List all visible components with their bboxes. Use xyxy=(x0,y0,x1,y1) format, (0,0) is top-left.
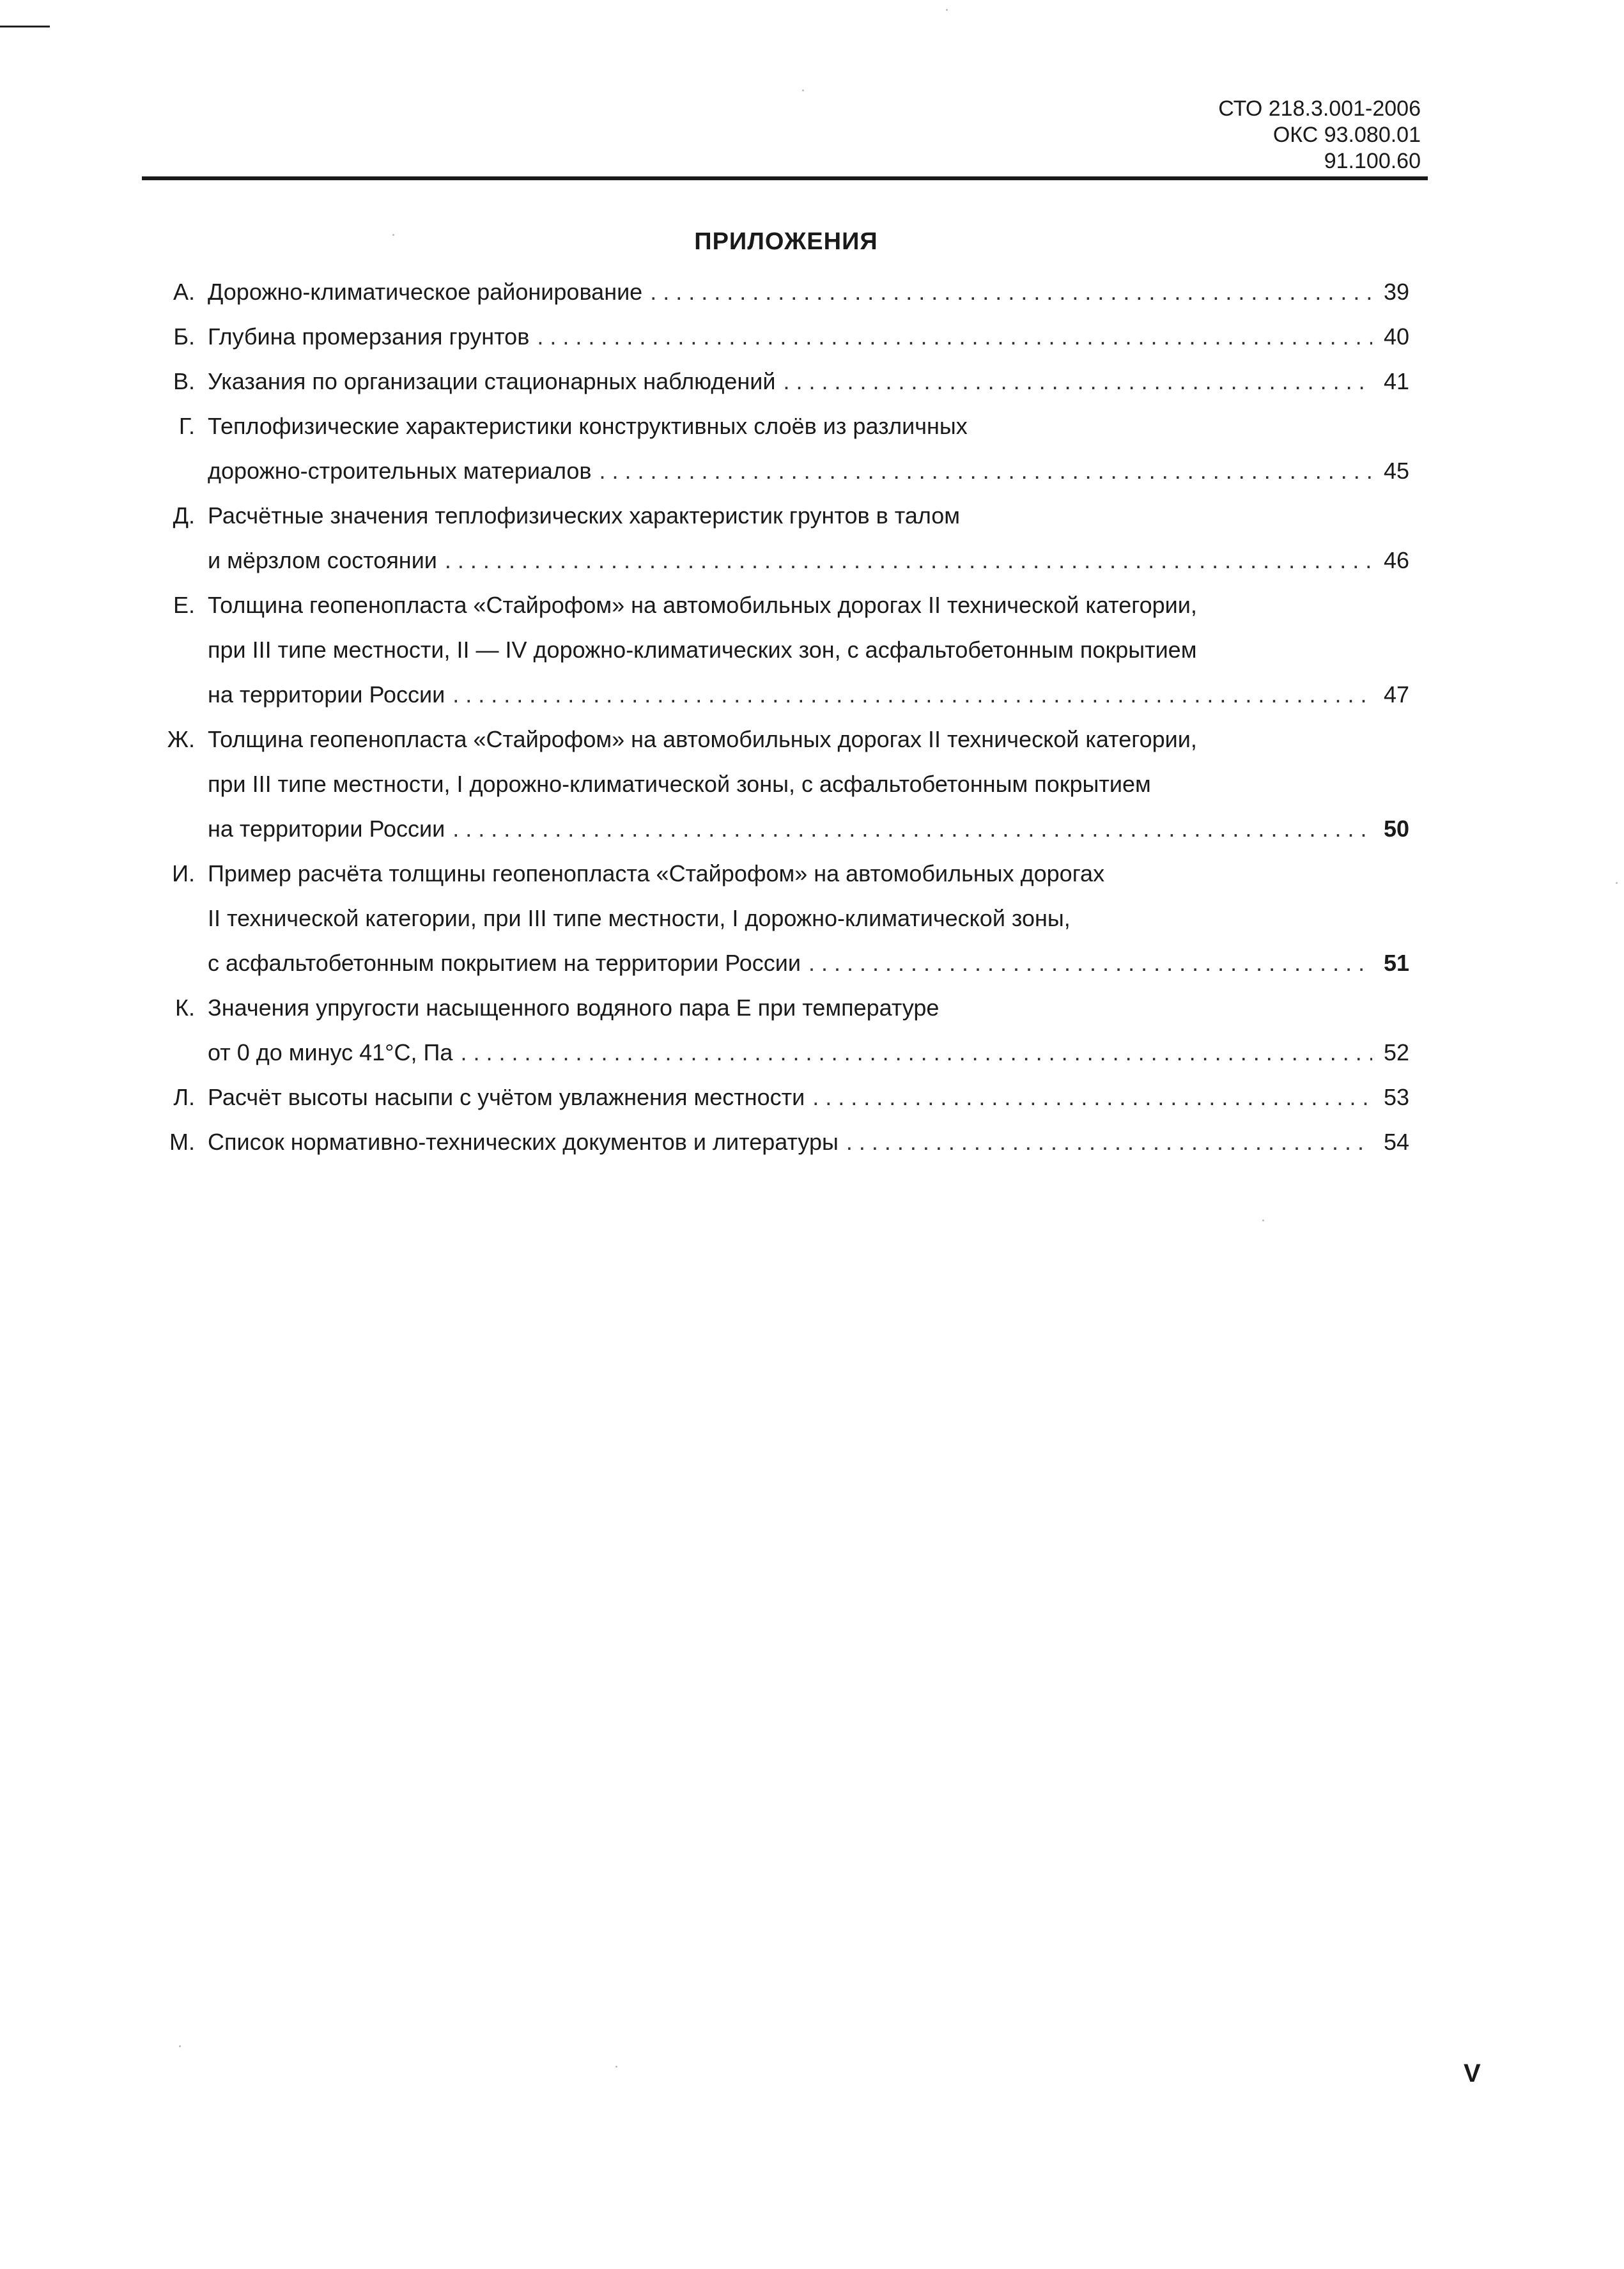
toc-entry-text: Расчёт высоты насыпи с учётом увлажнения местности xyxy=(208,1084,805,1110)
toc-list xyxy=(153,270,1409,1165)
toc-entry-page: 40 xyxy=(1383,323,1409,350)
toc-entry-page: 41 xyxy=(1383,368,1409,394)
toc-entry xyxy=(153,270,1409,314)
toc-entry-line xyxy=(153,270,1409,314)
toc-entry-letter: Л. xyxy=(173,1084,195,1110)
toc-entry xyxy=(153,986,1409,1075)
toc-entry-line xyxy=(153,1075,1409,1120)
toc-entry-text: Указания по организации стационарных наблюдений xyxy=(208,368,776,394)
toc-entry-letter: В. xyxy=(173,368,195,394)
toc-entry-text: Глубина промерзания грунтов xyxy=(208,323,530,350)
toc-entry-letter: Б. xyxy=(173,323,195,350)
scan-corner-mark xyxy=(0,26,50,27)
toc-dot-leader xyxy=(452,672,1372,717)
toc-entry-line xyxy=(153,986,1409,1030)
toc-dot-leader xyxy=(460,1030,1372,1075)
toc-entry-text: при III типе местности, I дорожно-климатической зоны, с асфальтобетонным покрытием xyxy=(208,771,1151,797)
toc-entry-text: и мёрзлом состоянии xyxy=(208,547,437,573)
toc-entry-letter: Г. xyxy=(178,413,195,439)
toc-entry xyxy=(153,717,1409,851)
toc-entry-line xyxy=(153,941,1409,986)
toc-entry-line xyxy=(153,449,1409,493)
toc-entry xyxy=(153,314,1409,359)
toc-entry-line xyxy=(153,359,1409,404)
toc-entry xyxy=(153,404,1409,493)
toc-entry-line xyxy=(153,314,1409,359)
scan-speck xyxy=(392,234,394,236)
toc-entry-text: Толщина геопенопласта «Стайрофом» на автомобильных дорогах II технической категории, xyxy=(208,592,1197,618)
toc-entry-text: с асфальтобетонным покрытием на территории России xyxy=(208,950,801,976)
toc-entry-letter: Ж. xyxy=(167,726,195,752)
scan-speck xyxy=(615,2066,617,2068)
page-number: V xyxy=(1464,2059,1481,2087)
header-rule xyxy=(142,176,1428,180)
toc-entry-text: Толщина геопенопласта «Стайрофом» на автомобильных дорогах II технической категории, xyxy=(208,726,1197,752)
toc-entry-page: 47 xyxy=(1383,681,1409,708)
toc-entry-letter: К. xyxy=(175,995,195,1021)
toc-entry-page: 46 xyxy=(1383,547,1409,573)
toc-entry-line xyxy=(153,672,1409,717)
toc-entry-line xyxy=(153,807,1409,851)
toc-entry xyxy=(153,1075,1409,1120)
toc-entry-line xyxy=(153,493,1409,538)
toc-entry-page: 51 xyxy=(1383,950,1409,976)
toc-entry-line xyxy=(153,583,1409,628)
toc-entry-page: 52 xyxy=(1383,1039,1409,1065)
toc-dot-leader xyxy=(599,449,1372,493)
toc-entry-line xyxy=(153,404,1409,449)
toc-entry-text: на территории России xyxy=(208,816,445,842)
toc-entry-page: 54 xyxy=(1383,1129,1409,1155)
toc-entry xyxy=(153,851,1409,986)
doc-code: СТО 218.3.001-2006 xyxy=(1218,97,1421,121)
toc-dot-leader xyxy=(537,314,1372,359)
toc-dot-leader xyxy=(445,538,1372,583)
toc-entry-text: на территории России xyxy=(208,681,445,708)
scan-speck xyxy=(1262,1220,1264,1221)
toc-entry-line xyxy=(153,538,1409,583)
toc-entry-text: Расчётные значения теплофизических характеристик грунтов в талом xyxy=(208,502,961,529)
toc-entry-text: дорожно-строительных материалов xyxy=(208,458,592,484)
scan-speck xyxy=(802,89,804,91)
toc-dot-leader xyxy=(812,1075,1372,1120)
toc-entry xyxy=(153,493,1409,583)
toc-entry-letter: И. xyxy=(172,860,195,887)
toc-entry-text: II технической категории, при III типе местности, I дорожно-климатической зоны, xyxy=(208,905,1071,931)
toc-entry-text: от 0 до минус 41°C, Па xyxy=(208,1039,453,1065)
toc-entry-line xyxy=(153,1030,1409,1075)
toc-dot-leader xyxy=(650,270,1372,314)
toc-entry xyxy=(153,359,1409,404)
toc-entry-page: 53 xyxy=(1383,1084,1409,1110)
toc-entry xyxy=(153,1120,1409,1165)
scan-speck xyxy=(946,9,948,11)
toc-dot-leader xyxy=(452,807,1372,851)
toc-entry-line xyxy=(153,628,1409,672)
toc-entry-letter: Д. xyxy=(173,502,195,529)
toc-entry-text: Пример расчёта толщины геопенопласта «Стайрофом» на автомобильных дорогах xyxy=(208,860,1105,887)
toc-dot-leader xyxy=(808,941,1372,986)
toc-entry-letter: Е. xyxy=(173,592,195,618)
oks-code-2: 91.100.60 xyxy=(1324,149,1421,173)
toc-title: ПРИЛОЖЕНИЯ xyxy=(694,228,878,255)
toc-entry-text: Список нормативно-технических документов и литературы xyxy=(208,1129,839,1155)
toc-entry-line xyxy=(153,762,1409,807)
toc-entry-page: 45 xyxy=(1383,458,1409,484)
toc-entry-text: Теплофизические характеристики конструктивных слоёв из различных xyxy=(208,413,968,439)
toc-entry-page: 50 xyxy=(1383,816,1409,842)
toc-entry-letter: А. xyxy=(173,279,195,305)
toc-entry-line xyxy=(153,851,1409,896)
oks-code-1: ОКС 93.080.01 xyxy=(1272,123,1421,147)
document-header xyxy=(1218,96,1421,174)
toc-entry-text: Значения упругости насыщенного водяного пара E при температуре xyxy=(208,995,940,1021)
toc-entry xyxy=(153,583,1409,717)
toc-entry-text: Дорожно-климатическое районирование xyxy=(208,279,643,305)
toc-entry-line xyxy=(153,1120,1409,1165)
toc-entry-letter: М. xyxy=(169,1129,195,1155)
scan-speck xyxy=(179,2045,181,2047)
toc-entry-line xyxy=(153,896,1409,941)
scan-speck xyxy=(1616,882,1618,884)
toc-dot-leader xyxy=(846,1120,1372,1165)
toc-entry-text: при III типе местности, II — IV дорожно-климатических зон, с асфальтобетонным покрытием xyxy=(208,637,1197,663)
toc-entry-line xyxy=(153,717,1409,762)
toc-entry-page: 39 xyxy=(1383,279,1409,305)
toc-dot-leader xyxy=(784,359,1373,404)
